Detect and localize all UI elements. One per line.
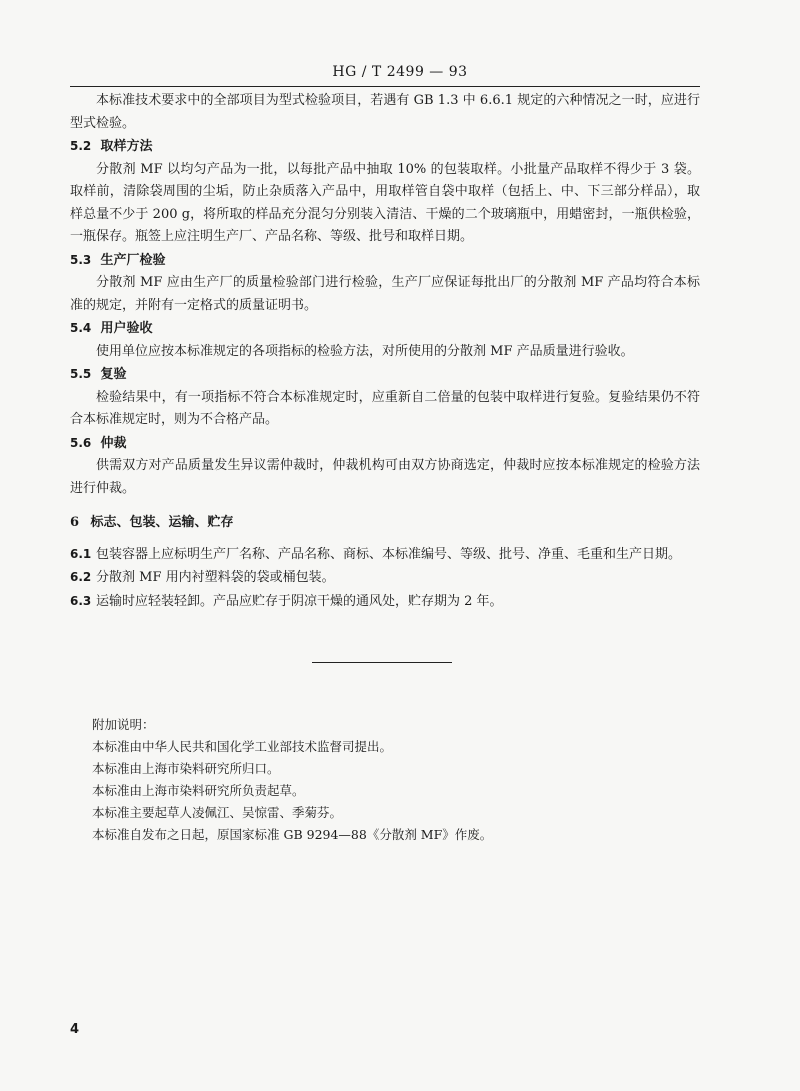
clause-number: 6.3 <box>70 593 92 608</box>
section-heading-5-6 <box>70 432 700 456</box>
clause-text: 包装容器上应标明生产厂名称、产品名称、商标、本标准编号、等级、批号、净重、毛重和生产日期。 <box>96 546 682 562</box>
intro-paragraph: 本标准技术要求中的全部项目为型式检验项目，若遇有 GB 1.3 中 6.6.1 规定的六种情况之一时，应进行型式检验。 <box>70 93 700 131</box>
section-heading-5-3 <box>70 249 700 273</box>
clause-6-1 <box>70 543 700 567</box>
notes-title: 附加说明： <box>92 717 155 732</box>
document-body <box>70 90 700 613</box>
section-title: 用户验收 <box>100 321 153 336</box>
notes-line: 本标准由中华人民共和国化学工业部技术监督司提出。 <box>92 739 393 754</box>
section-paragraph: 分散剂 MF 以均匀产品为一批，以每批产品中抽取 10% 的包装取样。小批量产品取样不得少于 3 袋。取样前，清除袋周围的尘垢，防止杂质落入产品中，用取样管自袋中取样（包括上、中、下三部分样品），取样总量不少于 200 g，将所取的样品充分混匀分别装入清洁、干燥的二个玻璃瓶中，用蜡密封，一瓶供检验，一瓶保存。瓶签上应注明生产厂、产品名称、等级、批号和取样日期。 <box>70 161 700 244</box>
clause-6-2 <box>70 566 700 590</box>
end-rule <box>312 662 452 663</box>
chapter-title: 标志、包装、运输、贮存 <box>90 515 234 530</box>
section-number: 5.4 <box>70 321 92 335</box>
additional-notes <box>92 714 692 846</box>
page-number: 4 <box>70 1022 80 1037</box>
section-number: 5.2 <box>70 139 92 153</box>
chapter-heading-6 <box>70 512 700 535</box>
header-rule <box>70 86 700 87</box>
section-number: 5.5 <box>70 367 92 381</box>
section-paragraph: 检验结果中，有一项指标不符合本标准规定时，应重新自二倍量的包装中取样进行复验。复验结果仍不符合本标准规定时，则为不合格产品。 <box>70 389 700 427</box>
notes-line: 本标准由上海市染料研究所归口。 <box>92 761 280 776</box>
clause-text: 分散剂 MF 用内衬塑料袋的袋或桶包装。 <box>96 570 335 585</box>
section-paragraph: 使用单位应按本标准规定的各项指标的检验方法，对所使用的分散剂 MF 产品质量进行验收。 <box>96 343 634 359</box>
section-heading-5-5 <box>70 363 700 387</box>
clause-text: 运输时应轻装轻卸。产品应贮存于阴凉干燥的通风处，贮存期为 2 年。 <box>96 593 503 609</box>
section-number: 5.3 <box>70 252 92 267</box>
clause-6-3 <box>70 590 700 614</box>
section-paragraph: 供需双方对产品质量发生异议需仲裁时，仲裁机构可由双方协商选定，仲裁时应按本标准规定的检验方法进行仲裁。 <box>70 458 700 496</box>
section-title: 仲裁 <box>100 435 127 451</box>
notes-line: 本标准自发布之日起，原国家标准 GB 9294—88《分散剂 MF》作废。 <box>92 827 493 842</box>
section-paragraph: 分散剂 MF 应由生产厂的质量检验部门进行检验，生产厂应保证每批出厂的分散剂 MF 产品均符合本标准的规定，并附有一定格式的质量证明书。 <box>70 275 700 313</box>
clause-number: 6.1 <box>70 546 92 561</box>
section-heading-5-2 <box>70 135 700 159</box>
chapter-number: 6 <box>70 515 80 530</box>
section-title: 复验 <box>100 367 127 382</box>
notes-line: 本标准主要起草人凌佩江、吴惊雷、季菊芬。 <box>92 805 343 820</box>
clause-number: 6.2 <box>70 570 92 584</box>
section-title: 取样方法 <box>100 139 153 154</box>
section-heading-5-4 <box>70 317 700 341</box>
section-title: 生产厂检验 <box>100 252 166 268</box>
notes-line: 本标准由上海市染料研究所负责起草。 <box>92 783 305 798</box>
document-header: HG / T 2499 — 93 <box>332 64 468 80</box>
section-number: 5.6 <box>70 435 92 450</box>
